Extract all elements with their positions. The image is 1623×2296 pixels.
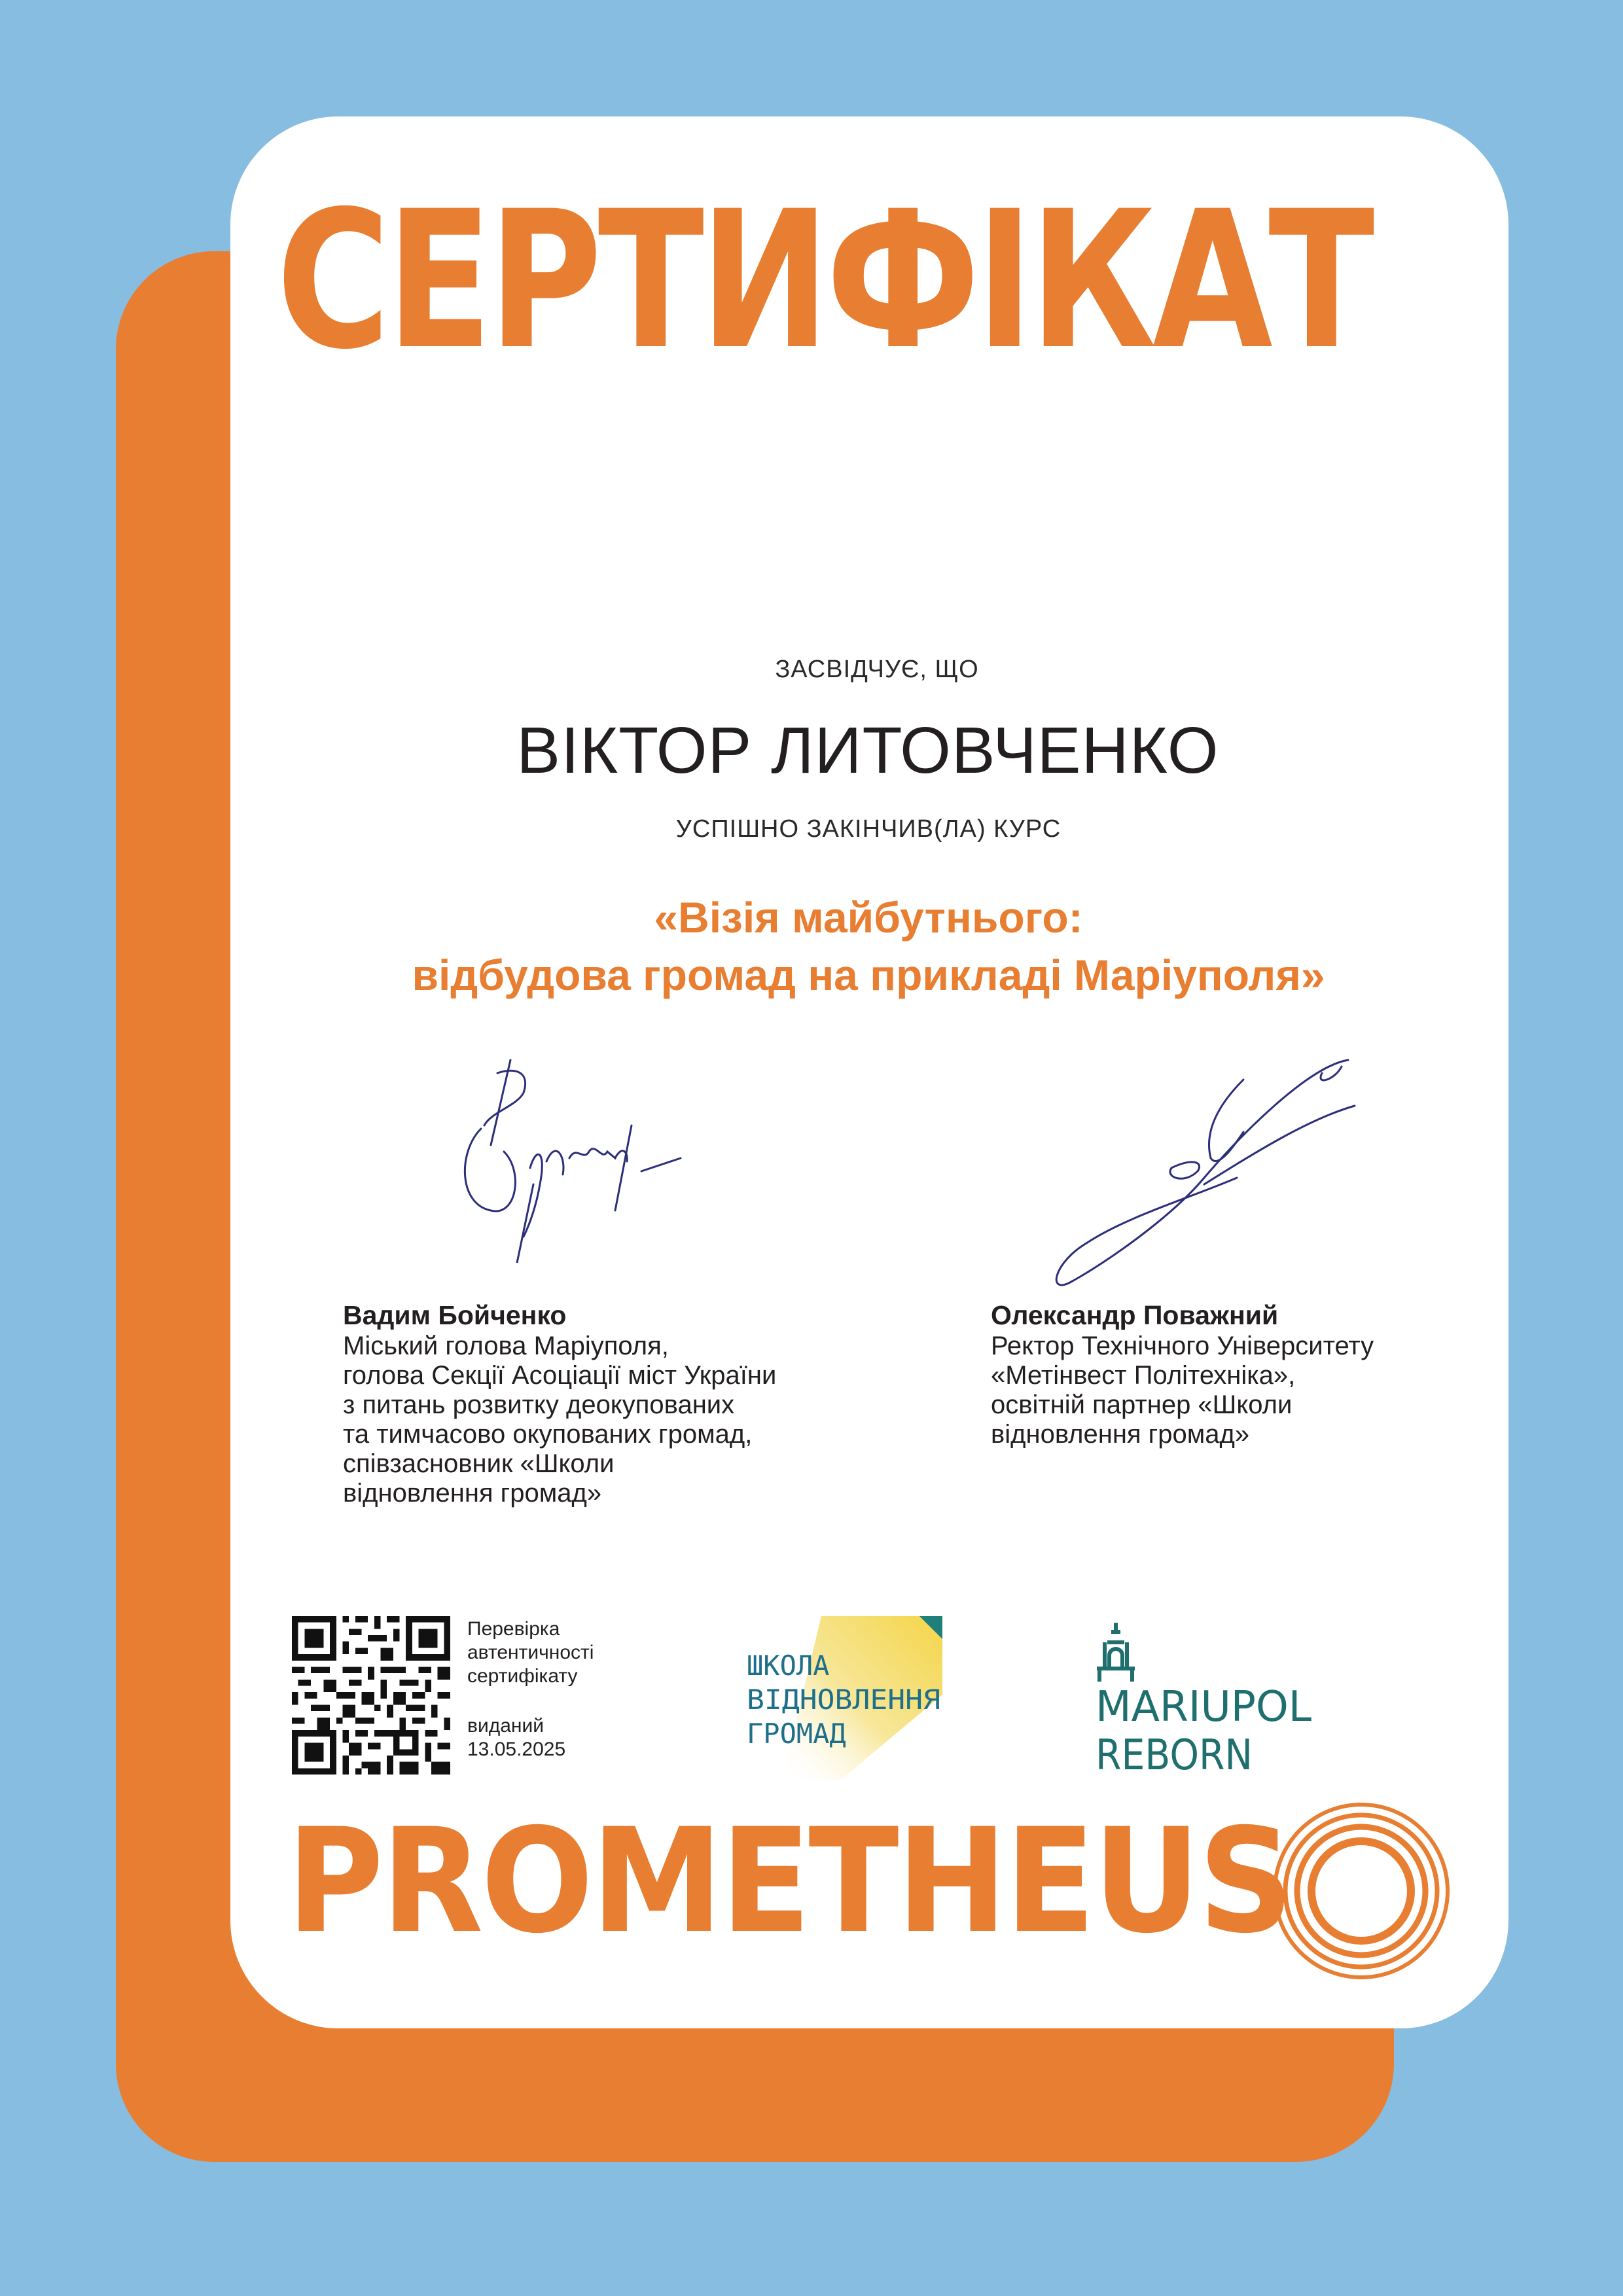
signer-position-line: та тимчасово окупованих громад,	[343, 1420, 753, 1449]
verification-text	[467, 1617, 594, 1761]
signer-position-line: відновлення громад»	[343, 1479, 602, 1508]
mariupol-logo-line-1: MARIUPOL	[1096, 1683, 1312, 1731]
verify-line: сертифікату	[467, 1665, 578, 1687]
completed-label: УСПІШНО ЗАКІНЧИВ(ЛА) КУРС	[675, 815, 1061, 843]
prometheus-wordmark: PROMETHEUS	[287, 1797, 1291, 1965]
school-logo-line-3: ГРОМАД	[747, 1718, 846, 1750]
verify-line: Перевірка	[467, 1618, 560, 1640]
certificate-title: СЕРТИФІКАТ	[276, 171, 1370, 391]
signer-name: Олександр Поважний	[991, 1300, 1279, 1330]
issued-date: 13.05.2025	[467, 1739, 566, 1760]
signer-position-line: голова Секції Асоціації міст України	[343, 1361, 777, 1390]
prometheus-rings-icon	[1270, 1799, 1453, 1983]
verification-qr-code[interactable]	[292, 1616, 450, 1775]
course-title	[0, 889, 1623, 1004]
signer-position-line: співзасновник «Школи	[343, 1449, 615, 1478]
signer-boichenko	[343, 1301, 776, 1508]
school-logo-line-2: ВІДНОВЛЕННЯ	[747, 1684, 940, 1716]
signer-position-line: «Метінвест Політехніка»,	[991, 1361, 1296, 1390]
verify-line: автентичності	[467, 1642, 594, 1663]
signature-boichenko	[432, 1053, 707, 1263]
signer-position-line: Ректор Технічного Університету	[991, 1332, 1374, 1360]
school-of-community-recovery-logo	[743, 1616, 946, 1780]
course-title-line-2: відбудова громад на прикладі Маріуполя»	[412, 951, 1325, 999]
recipient-name: ВІКТОР ЛИТОВЧЕНКО	[516, 714, 1219, 787]
mariupol-logo-line-2: REBORN	[1096, 1731, 1253, 1780]
school-logo-line-1: ШКОЛА	[747, 1650, 830, 1682]
signer-position-line: з питань розвитку деокупованих	[343, 1390, 735, 1419]
signer-povazhnyi	[991, 1301, 1374, 1449]
course-title-line-1: «Візія майбутнього:	[654, 893, 1083, 942]
mariupol-reborn-logo	[1093, 1616, 1315, 1780]
signer-name: Вадим Бойченко	[343, 1300, 567, 1330]
signer-position-line: відновлення громад»	[991, 1420, 1250, 1449]
issued-label: виданий	[467, 1715, 544, 1737]
signer-position-line: освітній партнер «Школи	[991, 1390, 1293, 1419]
signer-position-line: Міський голова Маріуполя,	[343, 1332, 669, 1360]
signature-povazhnyi	[1008, 1053, 1374, 1289]
certifies-label: ЗАСВІДЧУЄ, ЩО	[775, 656, 979, 683]
